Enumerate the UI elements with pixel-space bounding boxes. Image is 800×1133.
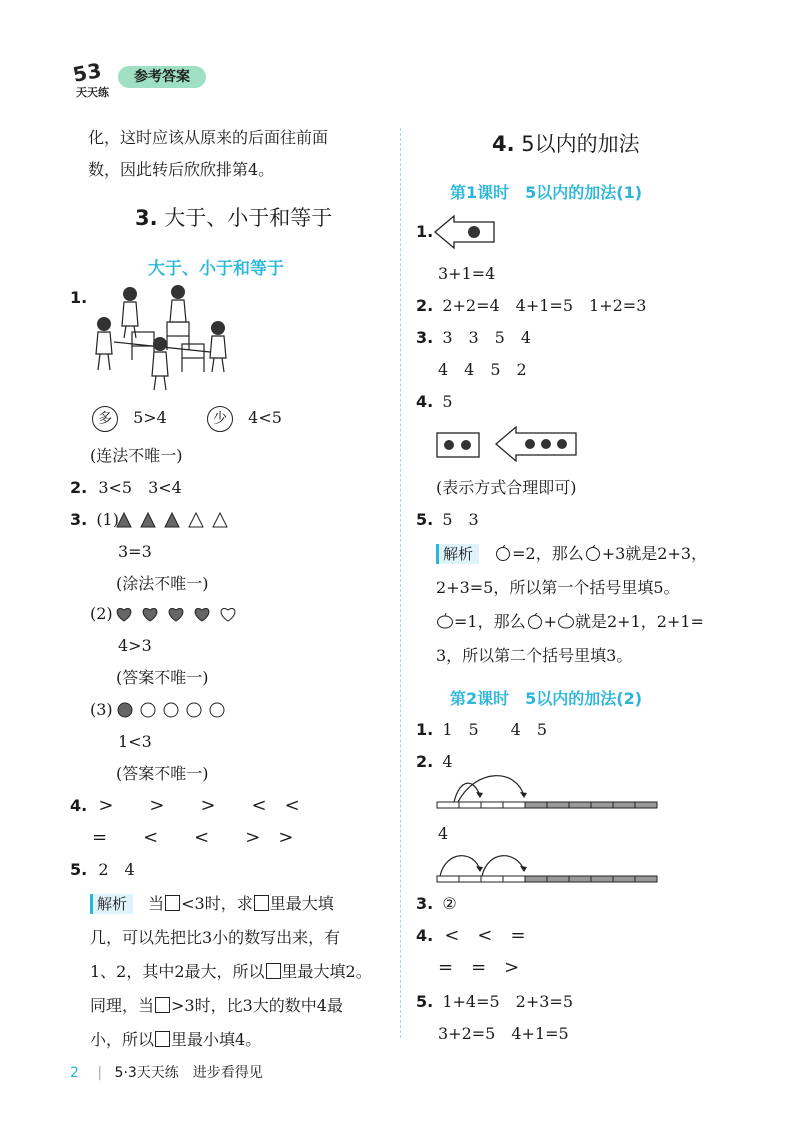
q5-row: 5. 2 4: [70, 860, 135, 879]
svg-text:3: 3: [85, 58, 103, 85]
r-q5-row: 5. 1+4=5 2+3=5: [416, 992, 574, 1011]
blank-box: [165, 895, 180, 911]
q4-row2: = < < > >: [92, 827, 294, 848]
analysis-line: 3，所以第二个括号里填3。: [436, 646, 633, 665]
header-label: 参考答案: [118, 66, 206, 88]
dots-box-and-arrow: [436, 426, 586, 466]
note: (答案不唯一): [116, 764, 209, 783]
r-q1-row: 1. 1 5 4 5: [416, 720, 548, 739]
svg-text:5: 5: [72, 60, 90, 87]
r-q2-row: 2. 4: [416, 752, 453, 771]
q2-row: 2. 3<5 3<4: [70, 478, 182, 497]
apple-icon: [494, 545, 512, 561]
lesson-title: 第1课时 5以内的加法(1): [450, 183, 643, 202]
q4-row: 4. > > > < <: [70, 795, 300, 816]
section-heading: 4. 5以内的加法: [492, 132, 640, 156]
q3-expr: 4>3: [118, 636, 152, 655]
r-q4-row: 4. < < =: [416, 925, 526, 946]
more-label: 多: [92, 406, 118, 432]
svg-text:天天练: 天天练: [76, 86, 109, 99]
question-number: 1.: [416, 222, 434, 241]
section-heading: 3. 大于、小于和等于: [135, 206, 333, 230]
number-bar-jumps-2: [436, 846, 660, 888]
analysis-line: 同理，当 >3时，比3大的数中4最: [90, 996, 343, 1015]
arrow-with-dot: [434, 214, 496, 254]
blank-box: [266, 963, 281, 979]
analysis-tag: 解析: [90, 894, 133, 914]
children-chairs-illustration: [92, 282, 242, 392]
analysis-line: 几，可以先把比3小的数写出来，有: [90, 928, 341, 947]
number-bar-jumps-1: [436, 772, 660, 814]
triangle-shapes: [116, 511, 236, 533]
q2-row: 2. 2+2=4 4+1=5 1+2=3: [416, 296, 647, 315]
note: (表示方式合理即可): [436, 478, 577, 497]
analysis-line: =1，那么 + 就是2+1，2+1=: [436, 612, 704, 632]
r-q5-row2: 3+2=5 4+1=5: [438, 1024, 569, 1043]
q3-row: 3. (1): [70, 510, 119, 529]
footer-text: 5·3天天练 进步看得见: [114, 1065, 263, 1081]
lesson-title: 第2课时 5以内的加法(2): [450, 689, 643, 708]
q3-expr: 1<3: [118, 732, 152, 751]
r-q3-row: 3. ②: [416, 894, 457, 913]
lesson-title: 大于、小于和等于: [148, 259, 284, 279]
page-number: 2: [70, 1065, 79, 1081]
q3-row: 3. 3 3 5 4: [416, 328, 532, 347]
analysis-line: 解析 =2，那么 +3就是2+3，: [436, 544, 707, 564]
pumpkin-icon: [557, 613, 575, 629]
q3-row2: 4 4 5 2: [438, 360, 527, 379]
intro-line: 化，这时应该从原来的后面往前面: [88, 128, 329, 147]
circle-shapes: [116, 701, 236, 723]
note: (连法不唯一): [90, 446, 183, 465]
q3-p3-label: (3): [90, 700, 113, 719]
q3-p2-label: (2): [90, 604, 113, 623]
apple-icon: [584, 545, 602, 561]
column-divider: [400, 128, 401, 1038]
q4-row: 4. 5: [416, 392, 453, 411]
analysis-line: 1、2，其中2最大，所以 里最大填2。: [90, 962, 372, 981]
pumpkin-icon: [436, 613, 454, 629]
blank-box: [155, 1031, 170, 1047]
apple-icon: [526, 613, 544, 629]
blank-box: [254, 895, 269, 911]
logo-icon: [72, 58, 120, 102]
footer: 2 | 5·3天天练 进步看得见: [70, 1065, 263, 1081]
q5-row: 5. 5 3: [416, 510, 479, 529]
analysis-tag: 解析: [436, 544, 479, 564]
note: (涂法不唯一): [116, 574, 209, 593]
question-number: 1.: [70, 288, 88, 307]
blank-box: [155, 997, 170, 1013]
r-q2-b: 4: [438, 824, 449, 843]
q1-answer: 多 5>4 少 4<5: [92, 405, 282, 432]
analysis-line: 2+3=5，所以第一个括号里填5。: [436, 578, 680, 597]
analysis-line: 小，所以 里最小填4。: [90, 1030, 262, 1049]
logo: [72, 58, 120, 102]
q3-expr: 3=3: [118, 542, 152, 561]
analysis-line: 解析 当 <3时，求 里最大填: [90, 894, 334, 914]
r-q4-row2: = = >: [438, 957, 520, 978]
less-label: 少: [207, 406, 233, 432]
intro-line: 数，因此转后欣欣排第4。: [88, 160, 275, 179]
q1-expr: 3+1=4: [438, 264, 496, 283]
note: (答案不唯一): [116, 668, 209, 687]
heart-shapes: [116, 605, 246, 627]
